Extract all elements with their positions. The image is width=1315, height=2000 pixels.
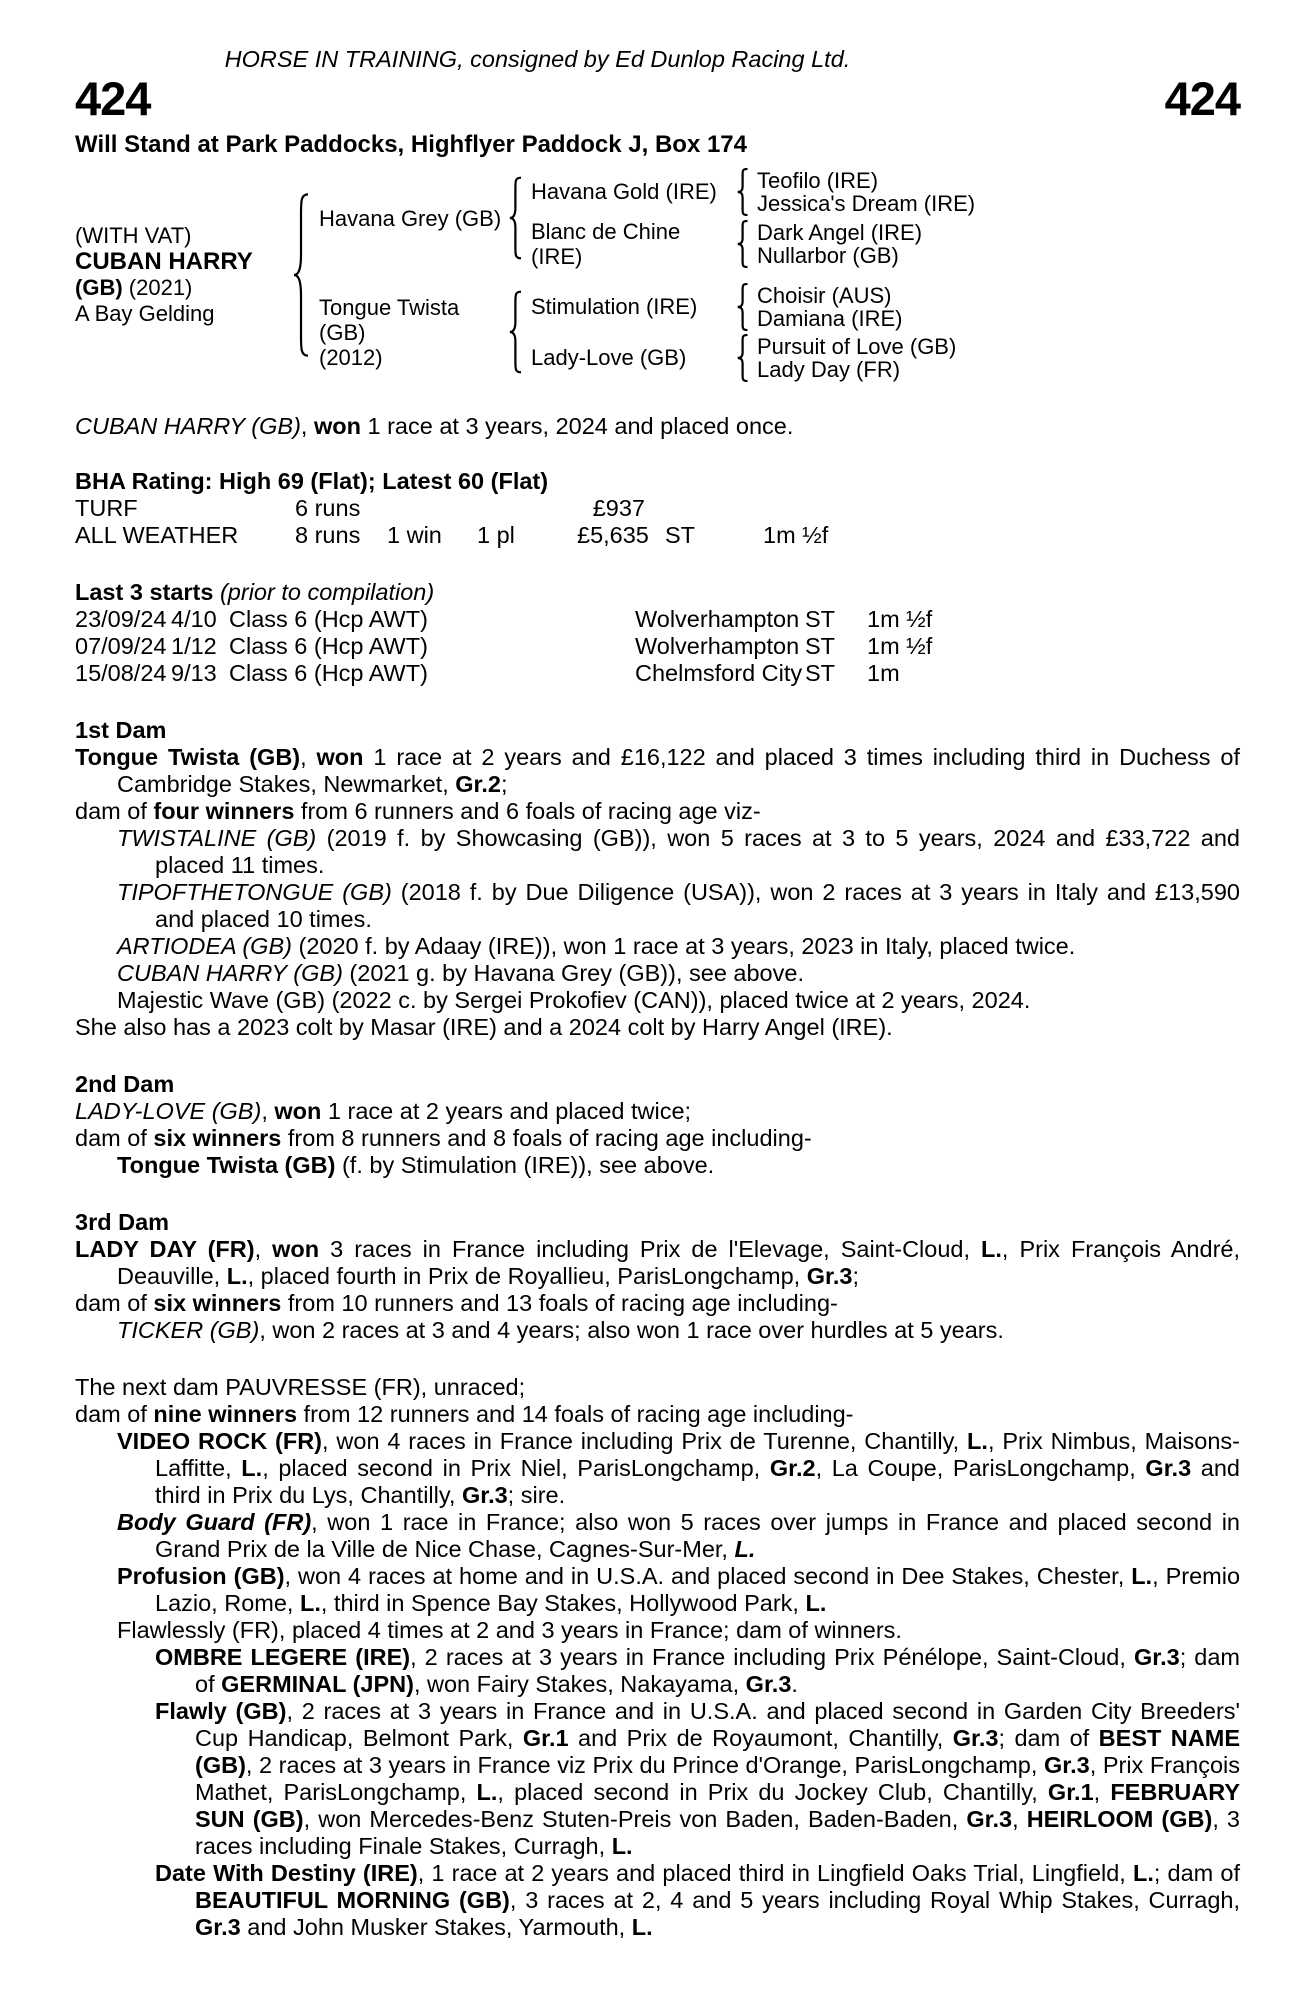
horse-country-year <box>75 275 287 301</box>
paragraph: dam of six winners from 8 runners and 8 foals of racing age including- <box>75 1125 812 1151</box>
horse-description: A Bay Gelding <box>75 300 215 326</box>
start-course: Chelmsford City <box>635 660 803 686</box>
start-position: 9/13 <box>171 660 217 686</box>
bha-rating-heading: BHA Rating: High 69 (Flat); Latest 60 (Flat) <box>75 468 549 494</box>
horse-name: CUBAN HARRY <box>75 247 253 275</box>
last3-heading <box>75 579 1240 606</box>
paragraph: LADY-LOVE (GB), won 1 race at 2 years and placed twice; <box>75 1098 692 1124</box>
grandparent-name: Lady-Love (GB) <box>531 345 687 370</box>
paragraph: Flawlessly (FR), placed 4 times at 2 and 3 years in France; dam of winners. <box>117 1617 902 1643</box>
great-grandparent-pair <box>757 335 956 381</box>
vat-note: (WITH VAT) <box>75 222 192 248</box>
great-grandparent-name: Pursuit of Love (GB) <box>757 333 957 359</box>
paragraph: dam of four winners from 6 runners and 6 foals of racing age viz- <box>75 798 761 824</box>
pedigree-branch <box>531 219 975 269</box>
race-summary: CUBAN HARRY (GB), won 1 race at 3 years, 2024 and placed once. <box>75 413 794 439</box>
paragraph: CUBAN HARRY (GB) (2021 g. by Havana Grey (GB)), see above. <box>117 960 804 986</box>
start-course: Wolverhampton <box>635 633 800 659</box>
brace-icon <box>737 283 751 331</box>
start-position: 1/12 <box>171 633 217 659</box>
start-date: 15/08/24 <box>75 660 167 686</box>
great-grandparent-name: Nullarbor (GB) <box>757 242 899 268</box>
start-position: 4/10 <box>171 606 217 632</box>
start-going: ST <box>805 606 836 632</box>
start-class: Class 6 (Hcp AWT) <box>229 606 428 632</box>
stats-runs: 8 runs <box>295 522 361 548</box>
lot-number-row <box>75 72 1240 125</box>
horse-year: (2021) <box>128 274 193 300</box>
paragraph: TICKER (GB), won 2 races at 3 and 4 years; also won 1 race over hurdles at 5 years. <box>117 1317 1004 1343</box>
race-stats-table <box>75 495 1240 549</box>
paragraph: OMBRE LEGERE (IRE), 2 races at 3 years in France including Prix Pénélope, Saint-Cloud, Gr.3; dam of GERMINAL (JPN), won Fairy Stakes, Nakayama, Gr.3. <box>155 1644 1241 1697</box>
brace-icon <box>293 191 313 359</box>
stats-places: 1 pl <box>477 522 515 548</box>
generation-2 <box>319 168 975 382</box>
paragraph: The next dam PAUVRESSE (FR), unraced; <box>75 1374 526 1400</box>
great-grandparent-name: Jessica's Dream (IRE) <box>757 190 976 216</box>
paragraph: Profusion (GB), won 4 races at home and in U.S.A. and placed second in Dee Stakes, Chester, L., Premio Lazio, Rome, L., third in Spence Bay Stakes, Hollywood Park, L. <box>117 1563 1241 1616</box>
great-grandparent-pair <box>757 169 975 215</box>
great-grandparent-name: Damiana (IRE) <box>757 305 903 331</box>
great-grandparent-name: Choisir (AUS) <box>757 282 892 308</box>
pedigree-branch <box>531 334 956 382</box>
section-heading: 1st Dam <box>75 717 167 743</box>
section-3rd-dam <box>75 1209 1240 1344</box>
paragraph: TIPOFTHETONGUE (GB) (2018 f. by Due Diligence (USA)), won 2 races at 3 years in Italy and £13,590 and placed 10 times. <box>117 879 1240 932</box>
great-grandparent-name: Lady Day (FR) <box>757 356 901 382</box>
paragraph: Tongue Twista (GB) (f. by Stimulation (IRE)), see above. <box>117 1152 715 1178</box>
great-grandparent-pair <box>757 221 922 267</box>
grandparent-name: Havana Gold (IRE) <box>531 179 717 204</box>
paragraph: Flawly (GB), 2 races at 3 years in France and in U.S.A. and placed second in Garden City Breeders' Cup Handicap, Belmont Park, Gr.1 and Prix de Royaumont, Chantilly, Gr.3; dam of BEST NAME (GB), 2 races at 3 years in France viz Prix du Prince d'Orange, ParisLongchamp, Gr.3, Prix François Mathet, ParisLongchamp, L., placed second in Prix du Jockey Club, Chantilly, Gr.1, FEBRUARY SUN (GB), won Mercedes-Benz Stuten-Preis von Baden, Baden-Baden, Gr.3, HEIRLOOM (GB), 3 races including Finale Stakes, Curragh, L. <box>155 1698 1241 1859</box>
sire-branch <box>319 168 975 269</box>
last3-heading-label: Last 3 starts <box>75 579 214 605</box>
start-distance: 1m <box>867 660 900 686</box>
brace-icon <box>737 220 751 268</box>
start-distance: 1m ½f <box>867 633 933 659</box>
great-grandparent-name: Dark Angel (IRE) <box>757 219 923 245</box>
great-grandparent-name: Teofilo (IRE) <box>757 167 879 193</box>
sire-name: Havana Grey (GB) <box>319 205 502 231</box>
consignment-title: HORSE IN TRAINING, consigned by Ed Dunlop Racing Ltd. <box>224 46 851 72</box>
paragraph: She also has a 2023 colt by Masar (IRE) and a 2024 colt by Harry Angel (IRE). <box>75 1014 893 1040</box>
dam-parents <box>531 283 956 382</box>
paragraph: Tongue Twista (GB), won 1 race at 2 years and £16,122 and placed 3 times including third in Duchess of Cambridge Stakes, Newmarket, Gr.2; <box>75 744 1240 797</box>
paragraph: VIDEO ROCK (FR), won 4 races in France including Prix de Turenne, Chantilly, L., Prix Nimbus, Maisons-Laffitte, L., placed second in Prix Niel, ParisLongchamp, Gr.2, La Coupe, ParisLongchamp, Gr.3 and third in Prix du Lys, Chantilly, Gr.3; sire. <box>117 1428 1241 1508</box>
pedigree-branch <box>531 168 975 216</box>
section-2nd-dam <box>75 1071 1240 1179</box>
start-date: 23/09/24 <box>75 606 167 632</box>
paragraph: ARTIODEA (GB) (2020 f. by Adaay (IRE)), won 1 race at 3 years, 2023 in Italy, placed twice. <box>117 933 1076 959</box>
section-next-dam <box>75 1374 1240 1941</box>
horse-country: (GB) <box>75 274 123 300</box>
paragraph: Date With Destiny (IRE), 1 race at 2 years and placed third in Lingfield Oaks Trial, Lingfield, L.; dam of BEAUTIFUL MORNING (GB), 3 races at 2, 4 and 5 years including Royal Whip Stakes, Curragh, Gr.3 and John Musker Stakes, Yarmouth, L. <box>155 1860 1240 1940</box>
stats-wins <box>387 495 477 522</box>
dam-name <box>319 295 503 370</box>
stand-location: Will Stand at Park Paddocks, Highflyer Paddock J, Box 174 <box>75 131 747 158</box>
dam-branch <box>319 283 975 382</box>
lot-number-left: 424 <box>75 72 151 125</box>
horse-info <box>75 223 287 327</box>
stats-surface: ALL WEATHER <box>75 522 239 548</box>
section-1st-dam <box>75 717 1240 1041</box>
start-course: Wolverhampton <box>635 606 800 632</box>
stats-runs: 6 runs <box>295 495 361 521</box>
brace-icon <box>509 176 525 260</box>
paragraph: TWISTALINE (GB) (2019 f. by Showcasing (GB)), won 5 races at 3 to 5 years, 2024 and £33,722 and placed 11 times. <box>117 825 1240 878</box>
start-going: ST <box>805 660 836 686</box>
dam-year: (2012) <box>319 344 383 370</box>
paragraph: Majestic Wave (GB) (2022 c. by Sergei Prokofiev (CAN)), placed twice at 2 years, 2024. <box>117 987 1031 1013</box>
dam-name-text: Tongue Twista (GB) <box>319 294 460 345</box>
section-heading: 2nd Dam <box>75 1071 175 1097</box>
section-heading: 3rd Dam <box>75 1209 170 1235</box>
stats-going <box>645 495 763 522</box>
start-distance: 1m ½f <box>867 606 933 632</box>
sire-parents <box>531 168 975 269</box>
paragraph: dam of six winners from 10 runners and 13 foals of racing age including- <box>75 1290 838 1316</box>
stats-distance <box>763 495 1240 522</box>
start-class: Class 6 (Hcp AWT) <box>229 633 428 659</box>
start-date: 07/09/24 <box>75 633 167 659</box>
lot-number-right: 424 <box>1164 72 1240 125</box>
great-grandparent-pair <box>757 284 902 330</box>
stats-surface: TURF <box>75 495 138 521</box>
brace-icon <box>737 334 751 382</box>
grandparent-name: Blanc de Chine (IRE) <box>531 218 681 269</box>
stats-wins: 1 win <box>387 522 442 548</box>
paragraph: LADY DAY (FR), won 3 races in France including Prix de l'Elevage, Saint-Cloud, L., Prix François André, Deauville, L., placed fourth in Prix de Royallieu, ParisLongchamp, Gr.3; <box>75 1236 1240 1289</box>
pedigree-tree <box>75 167 1240 382</box>
paragraph: dam of nine winners from 12 runners and 14 foals of racing age including- <box>75 1401 854 1427</box>
paragraph: Body Guard (FR), won 1 race in France; also won 5 races over jumps in France and placed second in Grand Prix de la Ville de Nice Chase, Cagnes-Sur-Mer, L. <box>117 1509 1240 1562</box>
pedigree-branch <box>531 283 956 331</box>
start-going: ST <box>805 633 836 659</box>
stats-going: ST <box>665 522 696 548</box>
grandparent-name: Stimulation (IRE) <box>531 294 698 319</box>
brace-icon <box>509 290 525 374</box>
brace-icon <box>737 168 751 216</box>
start-class: Class 6 (Hcp AWT) <box>229 660 428 686</box>
last3-table <box>75 606 1240 687</box>
last3-heading-note: (prior to compilation) <box>219 579 435 605</box>
stats-earnings: £937 <box>592 495 645 521</box>
stats-places <box>477 495 577 522</box>
stats-earnings: £5,635 <box>577 522 649 548</box>
stats-distance: 1m ½f <box>763 522 829 548</box>
